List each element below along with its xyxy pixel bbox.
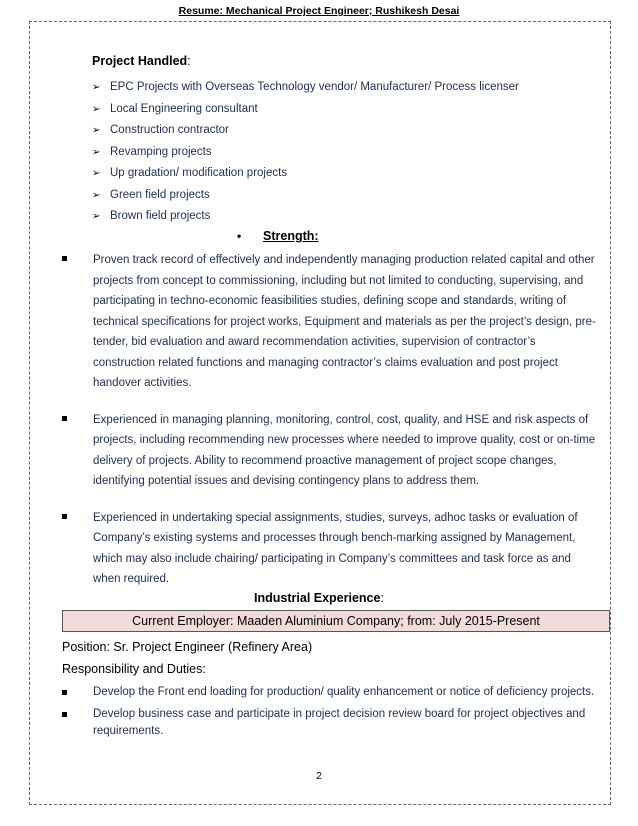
list-item <box>92 120 519 142</box>
strength-item-text: Proven track record of effectively and independently managing production related capital and other projects from concept to commissioning, including but not limited to conducting, supervising, and participating in techno-economic feasibilities studies, defining scope and standards, writing of technical specifications for project works, Equipment and materials as per the project’s design, pre-tender, bid evaluation and award recommendation activities, supervision of contractor’s construction related functions and managing contractor’s claims evaluation and post project handover activities. <box>93 254 596 389</box>
duties-heading: Responsibility and Duties: <box>62 662 206 676</box>
strength-heading <box>237 229 319 243</box>
projects-heading <box>92 54 191 68</box>
square-bullet-icon <box>62 256 67 261</box>
page-header-title: Resume: Mechanical Project Engineer; Rushikesh Desai <box>178 5 460 17</box>
arrow-bullet-icon: ➢ <box>92 146 101 158</box>
arrow-bullet-icon: ➢ <box>92 82 101 93</box>
strength-list <box>62 250 598 590</box>
square-bullet-icon <box>62 690 67 695</box>
industrial-heading-colon: : <box>380 591 384 605</box>
strength-item-text: Experienced in managing planning, monitoring, control, cost, quality, and HSE and risk aspects of projects, including recommending new processes where needed to improve quality, cost or on-time delivery of projects. Ability to recommend proactive management of project scope changes, identifying potential issues and devising contingency plans to address them. <box>93 413 596 487</box>
square-bullet-icon <box>62 416 67 421</box>
list-item <box>62 508 598 590</box>
project-item-label: Green field projects <box>110 188 210 201</box>
list-item <box>92 163 519 185</box>
list-item <box>92 77 519 99</box>
arrow-bullet-icon: ➢ <box>92 189 101 201</box>
arrow-bullet-icon: ➢ <box>92 168 101 179</box>
list-item <box>62 684 598 701</box>
duty-item-text: Develop business case and participate in project decision review board for project objectives and requirements. <box>93 708 586 737</box>
list-item <box>92 185 519 207</box>
list-item <box>62 410 598 492</box>
project-item-label: Brown field projects <box>110 210 211 222</box>
projects-list <box>92 77 519 228</box>
project-item-label: Construction contractor <box>110 124 229 136</box>
arrow-bullet-icon: ➢ <box>92 103 101 115</box>
duty-item-text: Develop the Front end loading for production/ quality enhancement or notice of deficiency projects. <box>93 686 595 698</box>
square-bullet-icon <box>62 514 67 519</box>
industrial-heading <box>0 591 638 605</box>
position-line: Position: Sr. Project Engineer (Refinery Area) <box>62 640 313 654</box>
list-item <box>92 142 519 164</box>
project-item-label: Revamping projects <box>110 145 212 158</box>
employer-banner: Current Employer: Maaden Aluminium Company; from: July 2015-Present <box>62 610 610 632</box>
project-item-label: EPC Projects with Overseas Technology vendor/ Manufacturer/ Process licenser <box>110 81 519 93</box>
round-bullet-icon: • <box>237 229 242 243</box>
page-number: 2 <box>316 770 322 782</box>
arrow-bullet-icon: ➢ <box>92 211 101 222</box>
projects-heading-colon: : <box>187 54 191 68</box>
square-bullet-icon <box>62 712 67 717</box>
project-item-label: Up gradation/ modification projects <box>110 167 288 179</box>
strength-heading-text: Strength: <box>263 229 319 243</box>
strength-item-text: Experienced in undertaking special assignments, studies, surveys, adhoc tasks or evaluation of Company’s existing systems and processes through bench-marking assigned by Management, which may also include chairing/ participating in Company’s committees and task force as and when required. <box>93 511 578 585</box>
duties-list <box>62 684 598 740</box>
list-item <box>62 706 598 740</box>
arrow-bullet-icon: ➢ <box>92 125 101 136</box>
industrial-heading-text: Industrial Experience <box>254 591 381 605</box>
list-item <box>62 250 598 394</box>
list-item <box>92 99 519 121</box>
list-item <box>92 206 519 228</box>
project-item-label: Local Engineering consultant <box>110 102 258 115</box>
projects-heading-text: Project Handled <box>92 54 188 68</box>
